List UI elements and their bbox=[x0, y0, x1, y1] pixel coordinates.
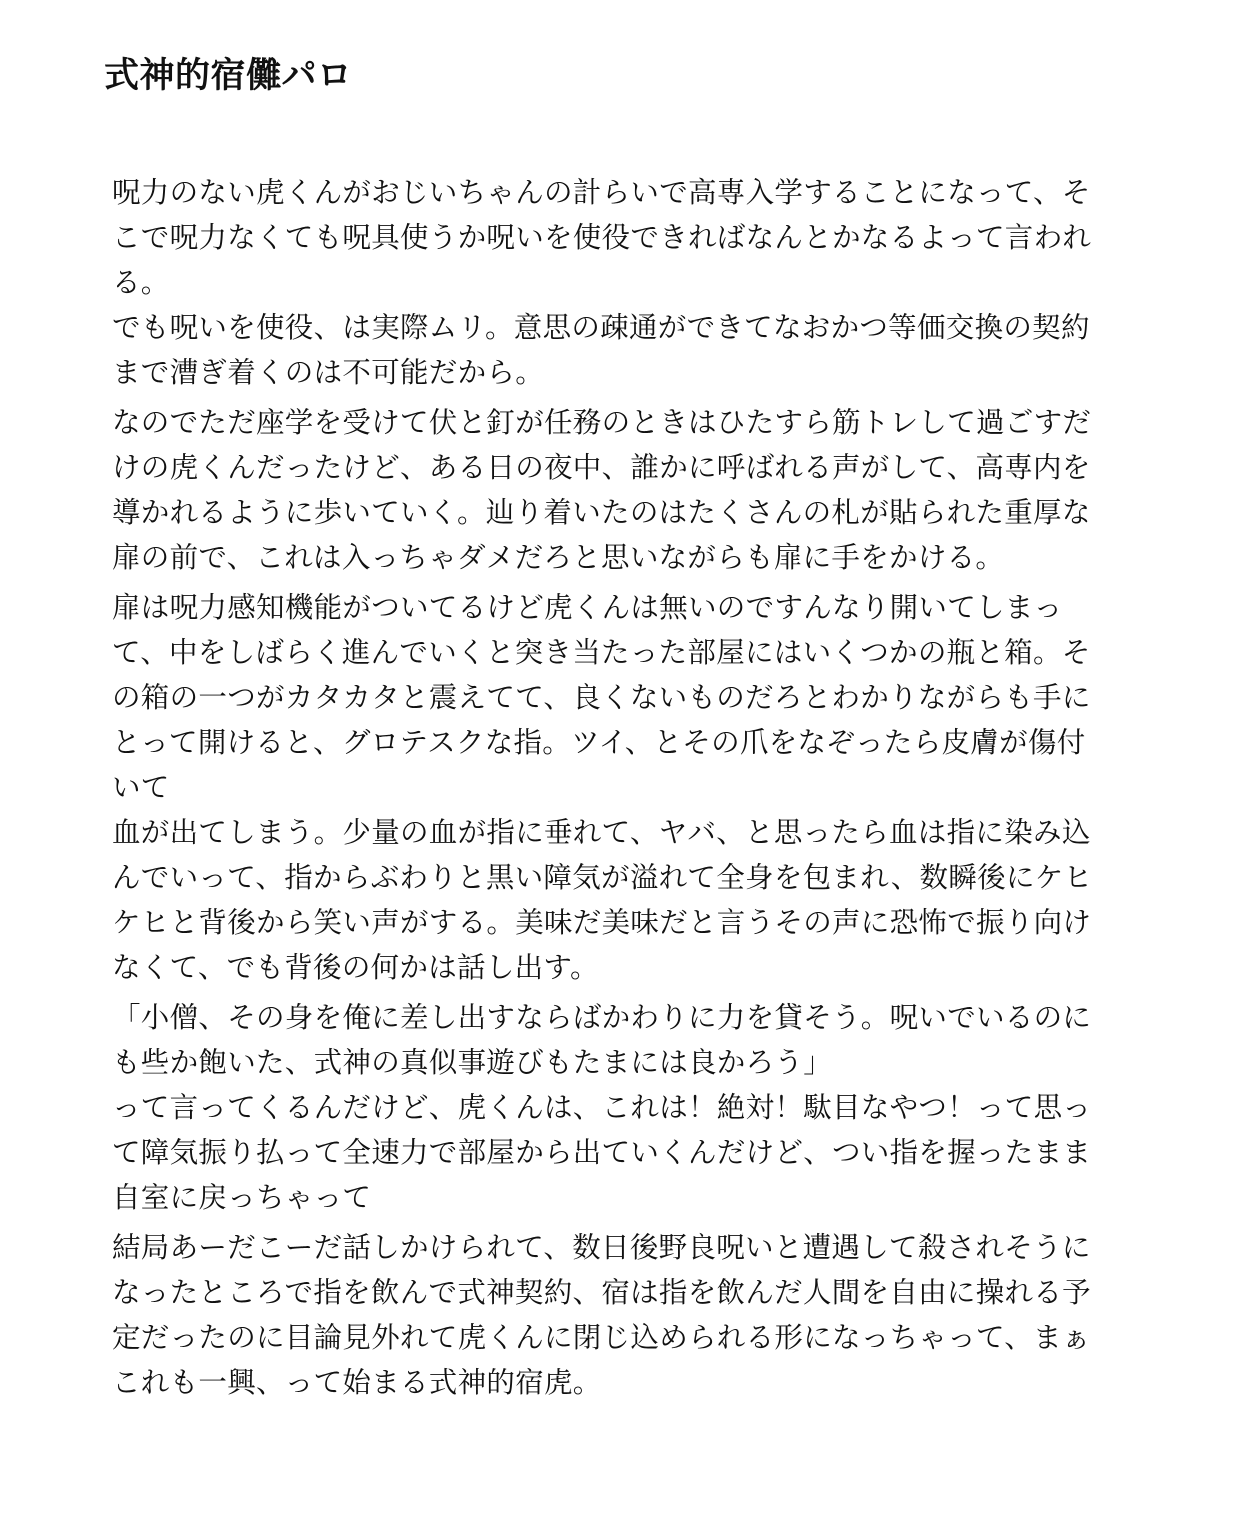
text-line: けの虎くんだったけど、ある日の夜中、誰かに呼ばれる声がして、高専内を bbox=[112, 451, 1091, 484]
text-line: なったところで指を飲んで式神契約、宿は指を飲んだ人間を自由に操れる予 bbox=[112, 1276, 1091, 1309]
text-line: 「小僧、その身を俺に差し出すならばかわりに力を貸そう。呪いでいるのに bbox=[112, 1001, 1092, 1034]
text-line: こで呪力なくても呪具使うか呪いを使役できればなんとかなるよって言われ bbox=[112, 221, 1092, 254]
paragraph-2 bbox=[112, 400, 1152, 580]
text-line: 定だったのに目論見外れて虎くんに閉じ込められる形になっちゃって、まぁ bbox=[112, 1321, 1091, 1354]
text-line: ケヒと背後から笑い声がする。美味だ美味だと言うその声に恐怖で振り向け bbox=[112, 906, 1092, 939]
paragraph-3 bbox=[112, 585, 1152, 990]
text-line: これも一興、って始まる式神的宿虎。 bbox=[112, 1366, 602, 1399]
text-line: いて bbox=[112, 771, 170, 804]
text-line: る。 bbox=[112, 266, 170, 299]
text-line: って言ってくるんだけど、虎くんは、これは！絶対！駄目なやつ！って思っ bbox=[112, 1091, 1092, 1124]
paragraph-5 bbox=[112, 1225, 1152, 1405]
text-line: 自室に戻っちゃって bbox=[112, 1181, 372, 1214]
text-line: なくて、でも背後の何かは話し出す。 bbox=[112, 951, 599, 984]
document-title: 式神的宿儺パロ bbox=[104, 55, 353, 96]
text-line: 導かれるように歩いていく。辿り着いたのはたくさんの札が貼られた重厚な bbox=[112, 496, 1091, 529]
paragraph-4 bbox=[112, 995, 1152, 1220]
story-text bbox=[112, 170, 1152, 1410]
text-line: 血が出てしまう。少量の血が指に垂れて、ヤバ、と思ったら血は指に染み込 bbox=[112, 816, 1091, 849]
text-line: 呪力のない虎くんがおじいちゃんの計らいで高専入学することになって、そ bbox=[112, 176, 1091, 209]
text-line: 結局あーだこーだ話しかけられて、数日後野良呪いと遭遇して殺されそうに bbox=[112, 1231, 1091, 1264]
text-line: 扉の前で、これは入っちゃダメだろと思いながらも扉に手をかける。 bbox=[112, 541, 1005, 574]
text-line: なのでただ座学を受けて伏と釘が任務のときはひたすら筋トレして過ごすだ bbox=[112, 406, 1092, 439]
paragraph-1 bbox=[112, 170, 1152, 395]
text-line: も些か飽いた、式神の真似事遊びもたまには良かろう」 bbox=[112, 1046, 833, 1079]
text-line: の箱の一つがカタカタと震えてて、良くないものだろとわかりながらも手に bbox=[112, 681, 1091, 714]
text-line: 扉は呪力感知機能がついてるけど虎くんは無いのですんなり開いてしまっ bbox=[112, 591, 1063, 624]
text-line: て、中をしばらく進んでいくと突き当たった部屋にはいくつかの瓶と箱。そ bbox=[112, 636, 1091, 669]
text-line: とって開けると、グロテスクな指。ツイ、とその爪をなぞったら皮膚が傷付 bbox=[112, 726, 1086, 759]
text-line: でも呪いを使役、は実際ムリ。意思の疎通ができてなおかつ等価交換の契約 bbox=[112, 311, 1090, 344]
text-line: まで漕ぎ着くのは不可能だから。 bbox=[112, 356, 545, 389]
text-line: んでいって、指からぶわりと黒い障気が溢れて全身を包まれ、数瞬後にケヒ bbox=[112, 861, 1093, 894]
text-line: て障気振り払って全速力で部屋から出ていくんだけど、つい指を握ったまま bbox=[112, 1136, 1092, 1169]
